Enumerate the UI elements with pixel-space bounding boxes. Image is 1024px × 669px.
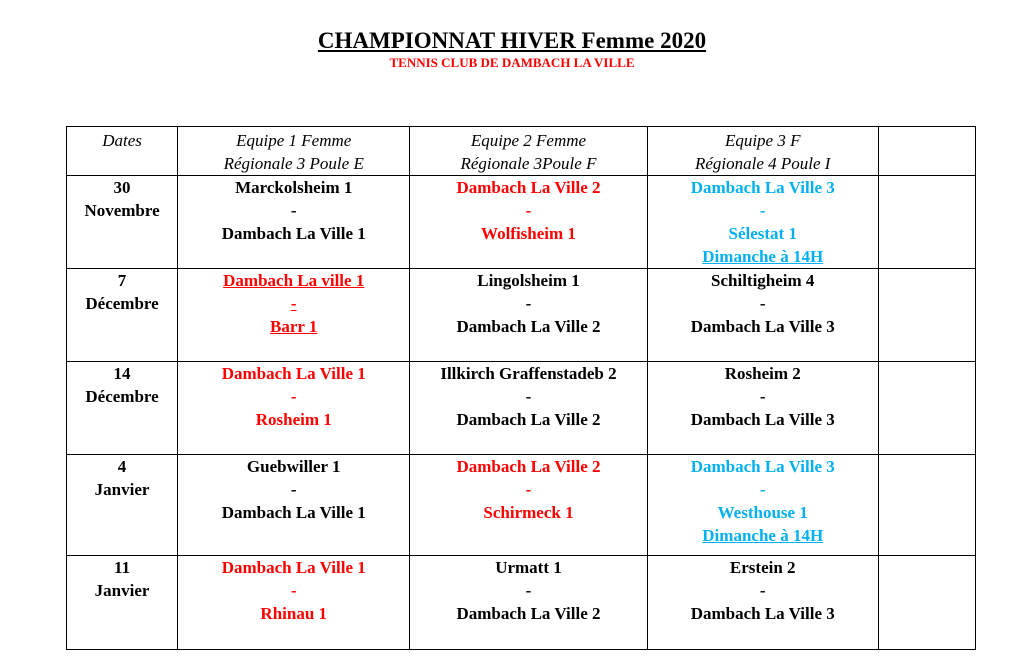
match-separator: -	[759, 294, 766, 313]
match-separator: -	[290, 294, 297, 313]
match-cell-team-1	[178, 176, 410, 269]
empty-cell	[878, 556, 975, 650]
away-team: Rhinau 1	[260, 604, 328, 623]
match-cell-team-2	[410, 176, 647, 269]
match-cell-team-3	[647, 455, 878, 556]
away-team: Barr 1	[270, 317, 318, 336]
home-team: Lingolsheim 1	[477, 271, 580, 290]
column-header-division: Régionale 3 Poule E	[223, 154, 364, 173]
away-team: Dambach La Ville 2	[456, 604, 601, 623]
home-team: Guebwiller 1	[246, 457, 341, 476]
column-header-team-3	[647, 127, 878, 176]
home-team: Dambach La Ville 1	[221, 558, 366, 577]
date-month: Décembre	[85, 294, 159, 313]
home-team: Dambach La Ville 2	[456, 457, 601, 476]
empty-cell	[878, 269, 975, 362]
away-team: Westhouse 1	[717, 503, 808, 522]
away-team: Dambach La Ville 1	[221, 224, 366, 243]
date-cell	[67, 362, 178, 455]
match-separator: -	[759, 387, 766, 406]
match-separator: -	[525, 201, 532, 220]
match-cell-team-3	[647, 269, 878, 362]
match-separator: -	[290, 387, 297, 406]
home-team: Urmatt 1	[495, 558, 562, 577]
column-header-team-1	[178, 127, 410, 176]
match-cell-team-2	[410, 455, 647, 556]
match-separator: -	[525, 581, 532, 600]
page-title: CHAMPIONNAT HIVER Femme 2020	[317, 28, 707, 53]
date-day: 30	[113, 178, 131, 197]
match-cell-team-1	[178, 455, 410, 556]
empty-cell	[878, 455, 975, 556]
home-team: Dambach La Ville 1	[221, 364, 366, 383]
empty-cell	[878, 176, 975, 269]
away-team: Sélestat 1	[728, 224, 797, 243]
match-cell-team-1	[178, 556, 410, 650]
column-header-empty	[878, 127, 975, 176]
match-cell-team-3	[647, 556, 878, 650]
date-day: 11	[114, 558, 131, 577]
table-row	[67, 362, 976, 455]
away-team: Rosheim 1	[255, 410, 332, 429]
match-cell-team-2	[410, 556, 647, 650]
match-cell-team-3	[647, 176, 878, 269]
column-header-label: Equipe 2 Femme	[470, 131, 587, 150]
match-separator: -	[290, 201, 297, 220]
date-cell	[67, 176, 178, 269]
match-time-note: Dimanche à 14H	[702, 526, 824, 545]
schedule-table	[66, 126, 976, 650]
empty-cell	[878, 362, 975, 455]
column-header-dates	[67, 127, 178, 176]
table-header-row	[67, 127, 976, 176]
column-header-team-2	[410, 127, 647, 176]
away-team: Dambach La Ville 2	[456, 410, 601, 429]
date-cell	[67, 269, 178, 362]
date-month: Novembre	[84, 201, 160, 220]
match-separator: -	[759, 581, 766, 600]
match-separator: -	[759, 480, 766, 499]
column-header-division: Régionale 3Poule F	[460, 154, 597, 173]
home-team: Dambach La ville 1	[223, 271, 365, 290]
away-team: Dambach La Ville 3	[690, 317, 835, 336]
table-row	[67, 556, 976, 650]
home-team: Dambach La Ville 3	[690, 178, 835, 197]
away-team: Dambach La Ville 1	[221, 503, 366, 522]
date-month: Janvier	[94, 581, 150, 600]
match-separator: -	[525, 294, 532, 313]
match-cell-team-1	[178, 362, 410, 455]
home-team: Dambach La Ville 3	[690, 457, 835, 476]
away-team: Schirmeck 1	[483, 503, 574, 522]
column-header-division: Régionale 4 Poule I	[694, 154, 831, 173]
date-cell	[67, 455, 178, 556]
date-cell	[67, 556, 178, 650]
home-team: Rosheim 2	[724, 364, 801, 383]
date-day: 14	[113, 364, 131, 383]
home-team: Illkirch Graffenstadeb 2	[440, 364, 617, 383]
home-team: Erstein 2	[729, 558, 796, 577]
away-team: Wolfisheim 1	[481, 224, 576, 243]
date-month: Décembre	[85, 387, 159, 406]
match-separator: -	[525, 480, 532, 499]
table-row	[67, 269, 976, 362]
away-team: Dambach La Ville 2	[456, 317, 601, 336]
column-header-label: Dates	[102, 131, 142, 150]
home-team: Marckolsheim 1	[235, 178, 353, 197]
match-separator: -	[759, 201, 766, 220]
match-separator: -	[290, 581, 297, 600]
match-separator: -	[290, 480, 297, 499]
home-team: Dambach La Ville 2	[456, 178, 601, 197]
club-subtitle: TENNIS CLUB DE DAMBACH LA VILLE	[389, 55, 635, 70]
home-team: Schiltigheim 4	[711, 271, 815, 290]
away-team: Dambach La Ville 3	[690, 604, 835, 623]
match-separator: -	[525, 387, 532, 406]
match-cell-team-2	[410, 362, 647, 455]
column-header-label: Equipe 3 F	[724, 131, 801, 150]
match-cell-team-2	[410, 269, 647, 362]
table-row	[67, 455, 976, 556]
match-time-note: Dimanche à 14H	[702, 247, 824, 266]
away-team: Dambach La Ville 3	[690, 410, 835, 429]
table-row	[67, 176, 976, 269]
date-day: 7	[117, 271, 127, 290]
match-cell-team-3	[647, 362, 878, 455]
date-day: 4	[117, 457, 127, 476]
match-cell-team-1	[178, 269, 410, 362]
column-header-label: Equipe 1 Femme	[236, 131, 352, 150]
date-month: Janvier	[94, 480, 150, 499]
